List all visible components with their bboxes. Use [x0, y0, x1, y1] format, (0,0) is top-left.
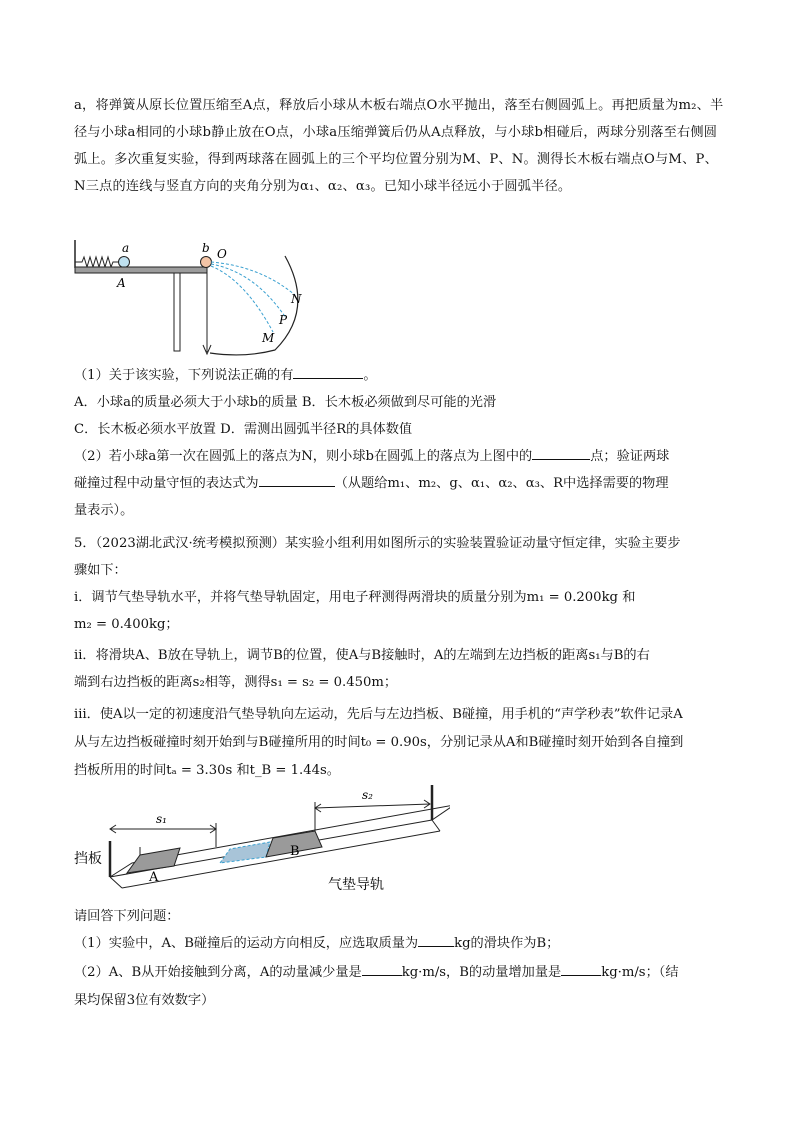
- fig2-label-B: B: [290, 844, 300, 859]
- sub-question-1-text-a: （1）实验中，A、B碰撞后的运动方向相反，应选取质量为: [74, 936, 419, 951]
- intro-paragraph: a，将弹簧从原长位置压缩至A点，释放后小球从木板右端点O水平抛出，落至右侧圆弧上。再把质量为m₂、半径与小球a相同的小球b静止放在O点，小球a压缩弹簧后仍从A点释放，与小球b相碰后，两球分别落至右侧圆弧上。多次重复实验，得到两球落在圆弧上的三个平均位置分别为M、P、N。测得长木板右端点O与M、P、N三点的连线与竖直方向的夹角分别为α₁、α₂、α₃。已知小球半径远小于圆弧半径。: [74, 98, 724, 194]
- answer-blank-q2a[interactable]: [532, 447, 590, 460]
- answer-blank-q2b[interactable]: [259, 474, 335, 487]
- answer-blank-sub2a[interactable]: [362, 963, 402, 976]
- sub-question-2: [74, 961, 679, 980]
- question-2-line-3: 量表示）。: [74, 503, 134, 518]
- question-2-text-b: 点；验证两球: [590, 449, 670, 464]
- question-1-end: 。: [363, 368, 377, 383]
- fig1-label-M: M: [262, 331, 275, 345]
- fig2-label-track: 气垫导轨: [328, 877, 384, 893]
- sub-question-2-text-b: kg·m/s，B的动量增加量是: [401, 965, 562, 980]
- question-1-line: [74, 364, 377, 383]
- sub-question-1: [74, 932, 559, 951]
- step-3-line-1: ⅲ．使A以一定的初速度沿气垫导轨向左运动，先后与左边挡板、B碰撞，用手机的“声学秒表”软件记录A: [74, 707, 683, 722]
- sub-question-2-text-a: （2）A、B从开始接触到分离，A的动量减少量是: [74, 965, 362, 980]
- figure-air-track: [70, 785, 450, 897]
- question-5-heading: 5．（2023湖北武汉·统考模拟预测）某实验小组利用如图所示的实验装置验证动量守恒定律，实验主要步: [74, 536, 681, 551]
- step-2-line-2: 端到右边挡板的距离s₂相等，测得s₁ = s₂ = 0.450m；: [74, 675, 398, 690]
- answer-prompt: 请回答下列问题：: [74, 909, 180, 924]
- fig2-label-s1: s₁: [156, 812, 167, 826]
- answer-blank-q1[interactable]: [293, 366, 363, 379]
- question-1-text: （1）关于该实验，下列说法正确的有: [74, 368, 294, 383]
- fig1-label-N: N: [291, 292, 302, 306]
- answer-blank-sub1[interactable]: [418, 934, 454, 947]
- step-2-line-1: ⅱ．将滑块A、B放在导轨上，调节B的位置，使A与B接触时，A的左端到左边挡板的距离s₁与B的右: [74, 648, 650, 663]
- question-2-text-d: （从题给m₁、m₂、g、α₁、α₂、α₃、R中选择需要的物理: [334, 476, 669, 491]
- fig2-label-baffle: 挡板: [74, 851, 102, 867]
- sub-question-1-text-b: kg的滑块作为B；: [454, 936, 560, 951]
- question-2-text-a: （2）若小球a第一次在圆弧上的落点为N，则小球b在圆弧上的落点为上图中的: [74, 449, 533, 464]
- fig2-label-A: A: [149, 870, 159, 885]
- fig2-label-s2: s₂: [362, 788, 373, 802]
- figure-spring-board-arc: [70, 240, 320, 360]
- question-2-line-2: [74, 472, 669, 491]
- step-3-line-2: 从与左边挡板碰撞时刻开始到与B碰撞所用的时间t₀ = 0.90s，分别记录从A和B碰撞时刻开始到各自撞到: [74, 735, 684, 750]
- fig1-label-b: b: [202, 241, 210, 255]
- sub-question-2-text-c: kg·m/s；（结: [601, 965, 679, 980]
- options-line-2: C．长木板必须水平放置 D．需测出圆弧半径R的具体数值: [74, 422, 413, 437]
- question-2-text-c: 碰撞过程中动量守恒的表达式为: [74, 476, 259, 491]
- question-2-line-1: [74, 445, 669, 464]
- step-3-line-3: 挡板所用的时间tₐ = 3.30s 和t_B = 1.44s。: [74, 763, 340, 778]
- fig1-label-O: O: [217, 247, 227, 261]
- sub-question-2-cont: 果均保留3位有效数字）: [74, 993, 215, 1008]
- step-1-line-1: ⅰ．调节气垫导轨水平，并将气垫导轨固定，用电子秤测得两滑块的质量分别为m₁ = 0.200kg 和: [74, 590, 636, 605]
- question-5-heading-cont: 骤如下：: [74, 563, 127, 578]
- fig1-label-A: A: [117, 276, 126, 290]
- answer-blank-sub2b[interactable]: [561, 963, 601, 976]
- step-1-line-2: m₂ = 0.400kg；: [74, 617, 179, 632]
- options-line-1: A．小球a的质量必须大于小球b的质量 B．长木板必须做到尽可能的光滑: [74, 395, 497, 410]
- fig1-label-P: P: [279, 313, 288, 327]
- fig1-label-a: a: [122, 241, 130, 255]
